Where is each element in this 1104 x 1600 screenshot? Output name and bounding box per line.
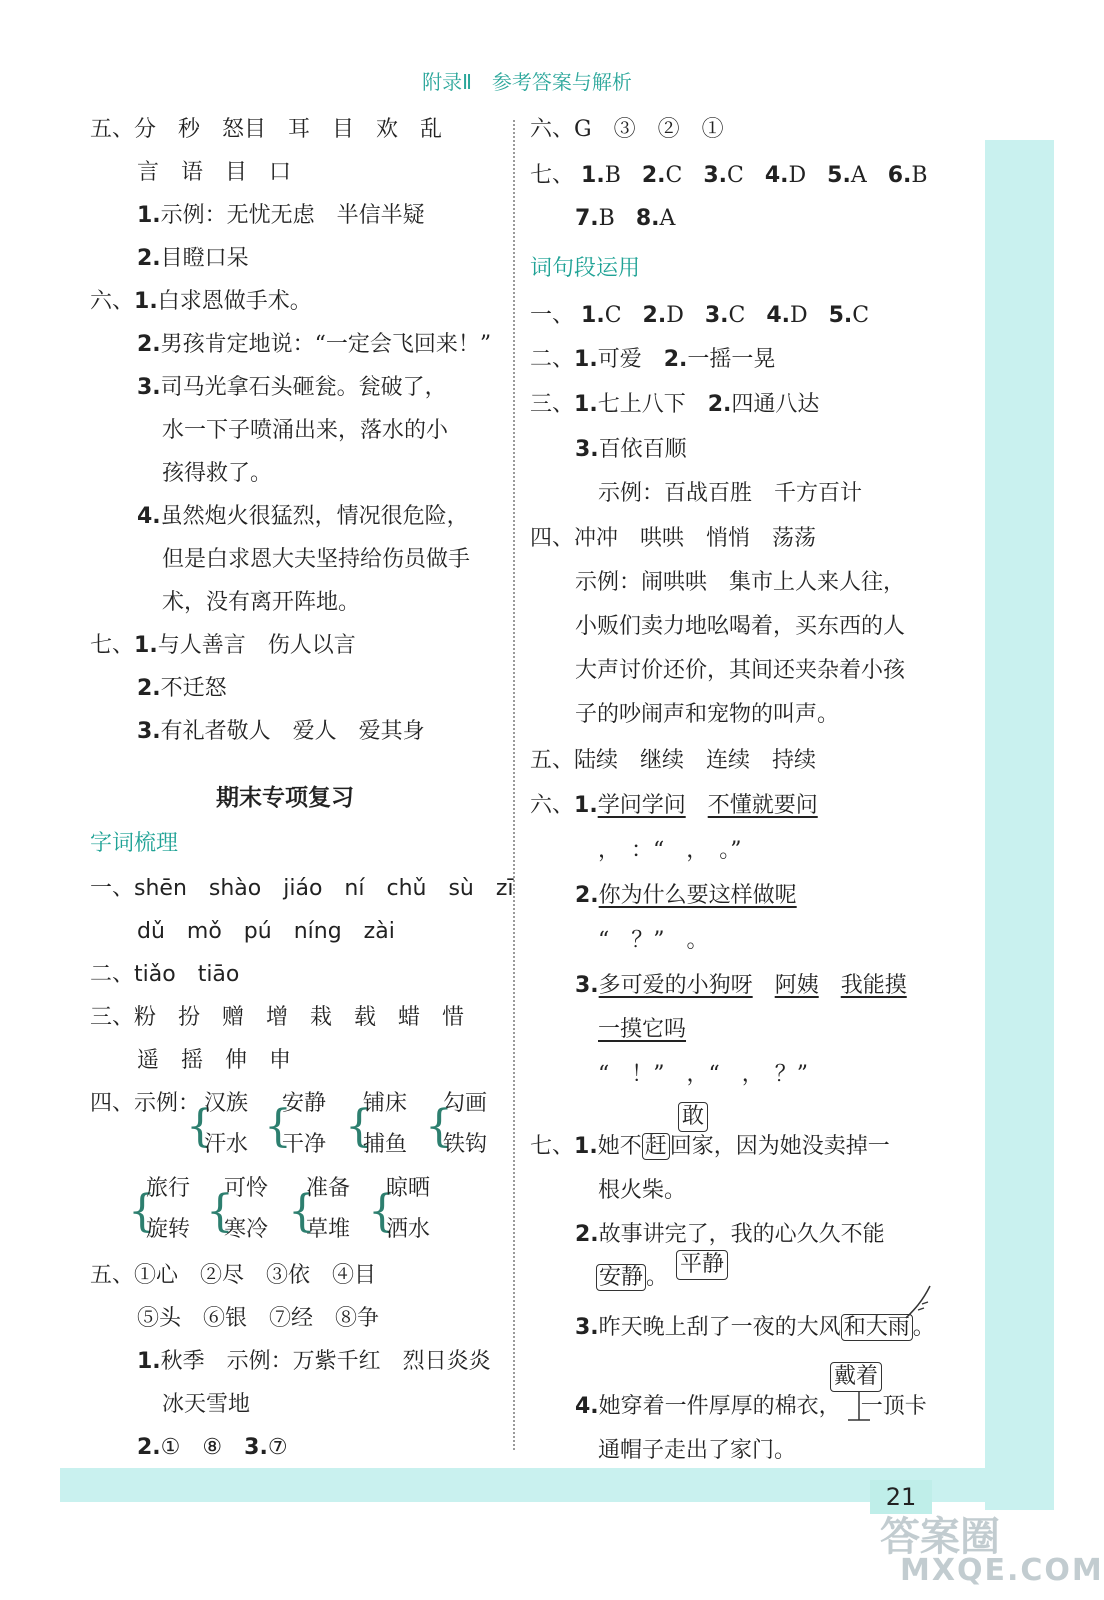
correction-box: 戴着 [830, 1362, 882, 1392]
l-liu-i3a: 3.司马光拿石头砸瓮。瓮破了， [137, 375, 447, 400]
r-y6-i2p: “ ？” 。 [598, 928, 709, 953]
l-s5-row1: 五、①心 ②尽 ③依 ④目 [90, 1263, 377, 1288]
r-y7-i2-box: 安静 。 [596, 1262, 668, 1294]
insert-mark-icon [900, 1282, 940, 1322]
brace-icon: { [345, 1101, 373, 1152]
l-s5-i1b: 冰天雪地 [162, 1392, 251, 1417]
l-s1-row2: dǔ mǒ pú níng zài [137, 919, 395, 944]
r-y7-i4: 4.她穿着一件厚厚的棉衣， 一顶卡 [575, 1394, 927, 1419]
correction-box: 敢 [678, 1102, 708, 1132]
column-divider [513, 120, 515, 1450]
subsection-title-right: 词句段运用 [530, 256, 641, 281]
l-qi-i3: 3.有礼者敬人 爱人 爱其身 [137, 719, 425, 744]
l-s4-g3a: 铺床 [363, 1091, 408, 1116]
l-s5-row2: ⑤头 ⑥银 ⑦经 ⑧争 [137, 1306, 380, 1331]
l-s4-g8b: 洒水 [386, 1217, 431, 1242]
r-y4-p4: 子的吵闹声和宠物的叫声。 [575, 702, 840, 727]
insert-caret-icon [844, 1390, 874, 1424]
l-s4-g6a: 可怜 [224, 1176, 269, 1201]
brace-icon: { [186, 1101, 214, 1152]
r-y7-i3: 3.昨天晚上刮了一夜的大风 和大雨 。 [575, 1315, 935, 1340]
l-qi-i2: 2.不迁怒 [137, 676, 227, 701]
l-liu-i4a: 4.虽然炮火很猛烈，情况很危险， [137, 504, 469, 529]
page-number: 21 [870, 1480, 932, 1514]
l-s4-g8a: 晾晒 [386, 1176, 431, 1201]
watermark-logo: 答案圈 MXQE.COM [880, 1514, 1104, 1588]
l-s5-i2: 2.① ⑧ 3.⑦ [137, 1435, 288, 1460]
l-liu-i4b: 但是白求恩大夫坚持给伤员做手 [162, 547, 471, 572]
l-liu-i4c: 术，没有离开阵地。 [162, 590, 361, 615]
l-s4-prefix: 四、示例： [90, 1091, 201, 1116]
brace-icon: { [425, 1101, 453, 1152]
r-liu: 六、G ③ ② ① [530, 117, 724, 142]
r-qi-row1: 七、 1.B 2.C 3.C 4.D 5.A 6.B [530, 163, 928, 188]
l-wu-i2: 2.目瞪口呆 [137, 246, 249, 271]
r-y5: 五、陆续 继续 连续 持续 [530, 748, 817, 773]
l-s4-g2a: 安静 [282, 1091, 327, 1116]
l-qi-i1: 七、1.与人善言 伤人以言 [90, 633, 356, 658]
correction-box: 平静 [676, 1250, 728, 1280]
brace-icon: { [264, 1101, 292, 1152]
l-s3-row1: 三、粉 扮 赠 增 栽 载 蜡 惜 [90, 1005, 465, 1030]
page-header: 附录Ⅱ 参考答案与解析 [422, 70, 632, 94]
l-s4-g7b: 草堆 [306, 1217, 351, 1242]
l-s4-g6b: 寒冷 [224, 1217, 269, 1242]
l-wu-row1: 五、分 秒 怒目 耳 目 欢 乱 [90, 117, 443, 142]
l-liu-i1: 六、1.白求恩做手术。 [90, 289, 312, 314]
r-y7-i2: 2.故事讲完了，我的心久久不能 [575, 1222, 885, 1247]
brace-icon: { [128, 1186, 156, 1237]
r-y7-i1b: 根火柴。 [598, 1178, 687, 1203]
side-band [985, 140, 1054, 1510]
r-y6-i3p: “ ！” ，“ ， ？” [598, 1062, 808, 1087]
l-liu-i2: 2.男孩肯定地说：“一定会飞回来！” [137, 332, 492, 357]
l-s4-g5b: 旋转 [146, 1217, 191, 1242]
l-s4-g7a: 准备 [306, 1176, 351, 1201]
brace-icon: { [288, 1186, 316, 1237]
l-liu-i3c: 孩得救了。 [162, 461, 273, 486]
l-s4-g1a: 汉族 [204, 1091, 249, 1116]
r-qi-row2: 7.B 8.A [575, 206, 676, 231]
r-y7-i4b: 通帽子走出了家门。 [598, 1438, 797, 1463]
subsection-title-left: 字词梳理 [90, 831, 179, 856]
l-liu-i3b: 水一下子喷涌出来，落水的小 [162, 418, 449, 443]
l-s2: 二、tiǎo tiāo [90, 962, 240, 987]
l-s5-i1: 1.秋季 示例：万紫千红 烈日炎炎 [137, 1349, 491, 1374]
r-y4-p3: 大声讨价还价，其间还夹杂着小孩 [575, 658, 906, 683]
r-y3: 三、1.七上八下 2.四通八达 [530, 392, 820, 417]
l-s4-g5a: 旅行 [146, 1176, 191, 1201]
l-s4-g3b: 捕鱼 [363, 1132, 408, 1157]
r-y6-i3d: 一摸它吗 [598, 1017, 687, 1042]
l-wu-i1: 1.示例：无忧无虑 半信半疑 [137, 203, 425, 228]
l-s1-row1: 一、shēn shào jiáo ní chǔ sù zī [90, 876, 514, 901]
l-s4-g2b: 干净 [282, 1132, 327, 1157]
r-y4-p1: 示例：闹哄哄 集市上人来人往， [575, 570, 906, 595]
r-y6-i3: 3.多可爱的小狗呀 阿姨 我能摸 [575, 973, 907, 998]
r-y4-row1: 四、冲冲 哄哄 悄悄 荡荡 [530, 526, 817, 551]
r-y2: 二、1.可爱 2.一摇一晃 [530, 347, 776, 372]
r-y1: 一、 1.C 2.D 3.C 4.D 5.C [530, 303, 870, 328]
r-y3-i3: 3.百依百顺 [575, 437, 687, 462]
l-s3-row2: 遥 摇 伸 申 [137, 1048, 292, 1073]
l-s4-g4b: 铁钩 [443, 1132, 488, 1157]
l-s4-g4a: 勾画 [443, 1091, 488, 1116]
section-title: 期末专项复习 [216, 785, 354, 811]
r-y4-p2: 小贩们卖力地吆喝着，买东西的人 [575, 614, 906, 639]
r-y6-i2: 2.你为什么要这样做呢 [575, 883, 797, 908]
r-y7-i1: 七、1.她不 赶 回家，因为她没卖掉一 [530, 1134, 890, 1159]
r-y6-i1p: ， ：“ ， 。” [598, 838, 742, 863]
brace-icon: { [206, 1186, 234, 1237]
brace-icon: { [368, 1186, 396, 1237]
r-y3-i3b: 示例：百战百胜 千方百计 [598, 481, 863, 506]
r-y6-i1: 六、1.学问学问 不懂就要问 [530, 793, 818, 818]
l-s4-g1b: 汗水 [204, 1132, 249, 1157]
l-wu-row2: 言 语 目 口 [137, 160, 292, 185]
